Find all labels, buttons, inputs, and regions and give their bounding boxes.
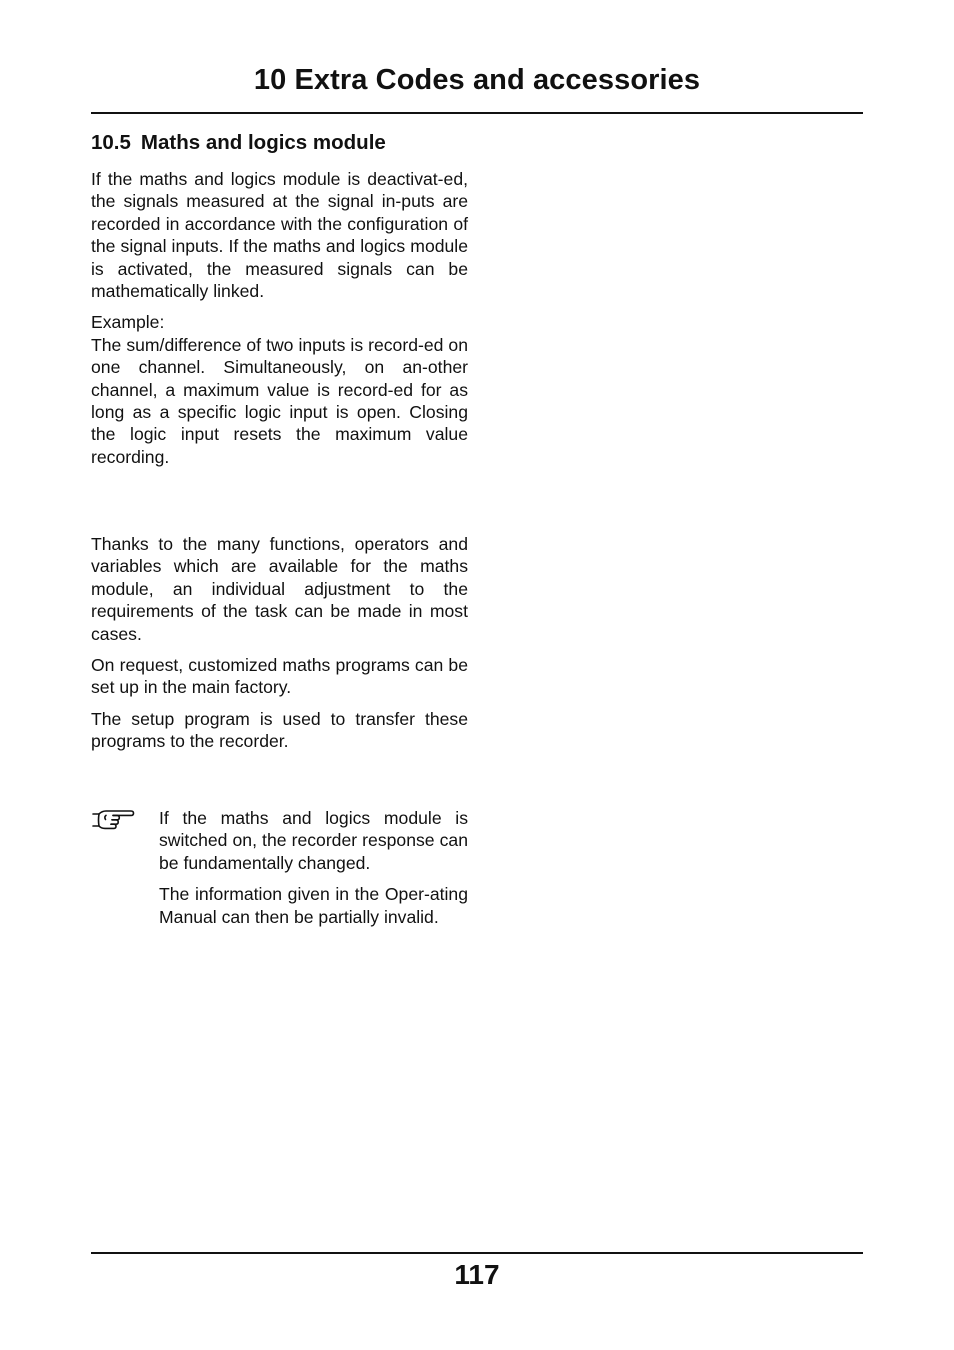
section-number: 10.5 xyxy=(91,131,131,154)
chapter-title: 10 Extra Codes and accessories xyxy=(253,64,701,96)
section-title: Maths and logics module xyxy=(140,131,386,154)
pointing-hand-icon xyxy=(91,807,135,835)
note-text-2: The information given in the Oper-ating Manual can then be partially invalid. xyxy=(159,884,468,927)
paragraph-functions: Thanks to the many functions, operators and variables which are available for the maths module, an individual adjustment to the requirements of the task can be made in most cases. xyxy=(91,534,468,644)
paragraph-request: On request, customized maths programs can be set up in the main factory. xyxy=(91,655,468,698)
footer-divider xyxy=(91,1252,863,1254)
body-block-details xyxy=(91,533,468,753)
header-divider xyxy=(91,112,863,114)
section-heading xyxy=(91,130,386,156)
note-body xyxy=(159,807,468,928)
paragraph-intro: If the maths and logics module is deactivat-ed, the signals measured at the signal in-puts are recorded in accordance with the configuration of the signal inputs. If the maths and logics module is activated, the measured signals can be mathematically linked. xyxy=(91,169,468,302)
paragraph-setup: The setup program is used to transfer these programs to the recorder. xyxy=(91,708,468,752)
paragraph-example: The sum/difference of two inputs is record-ed on one channel. Simultaneously, on an-other channel, a maximum value is record-ed for as long as a specific logic input is open. Closing the logic input resets the maximum value recording. xyxy=(91,334,468,467)
page-number: 117 xyxy=(454,1259,500,1290)
body-block-intro xyxy=(91,168,468,468)
example-label: Example: xyxy=(91,312,165,333)
note-text-1: If the maths and logics module is switched on, the recorder response can be fundamentally changed. xyxy=(159,808,468,873)
